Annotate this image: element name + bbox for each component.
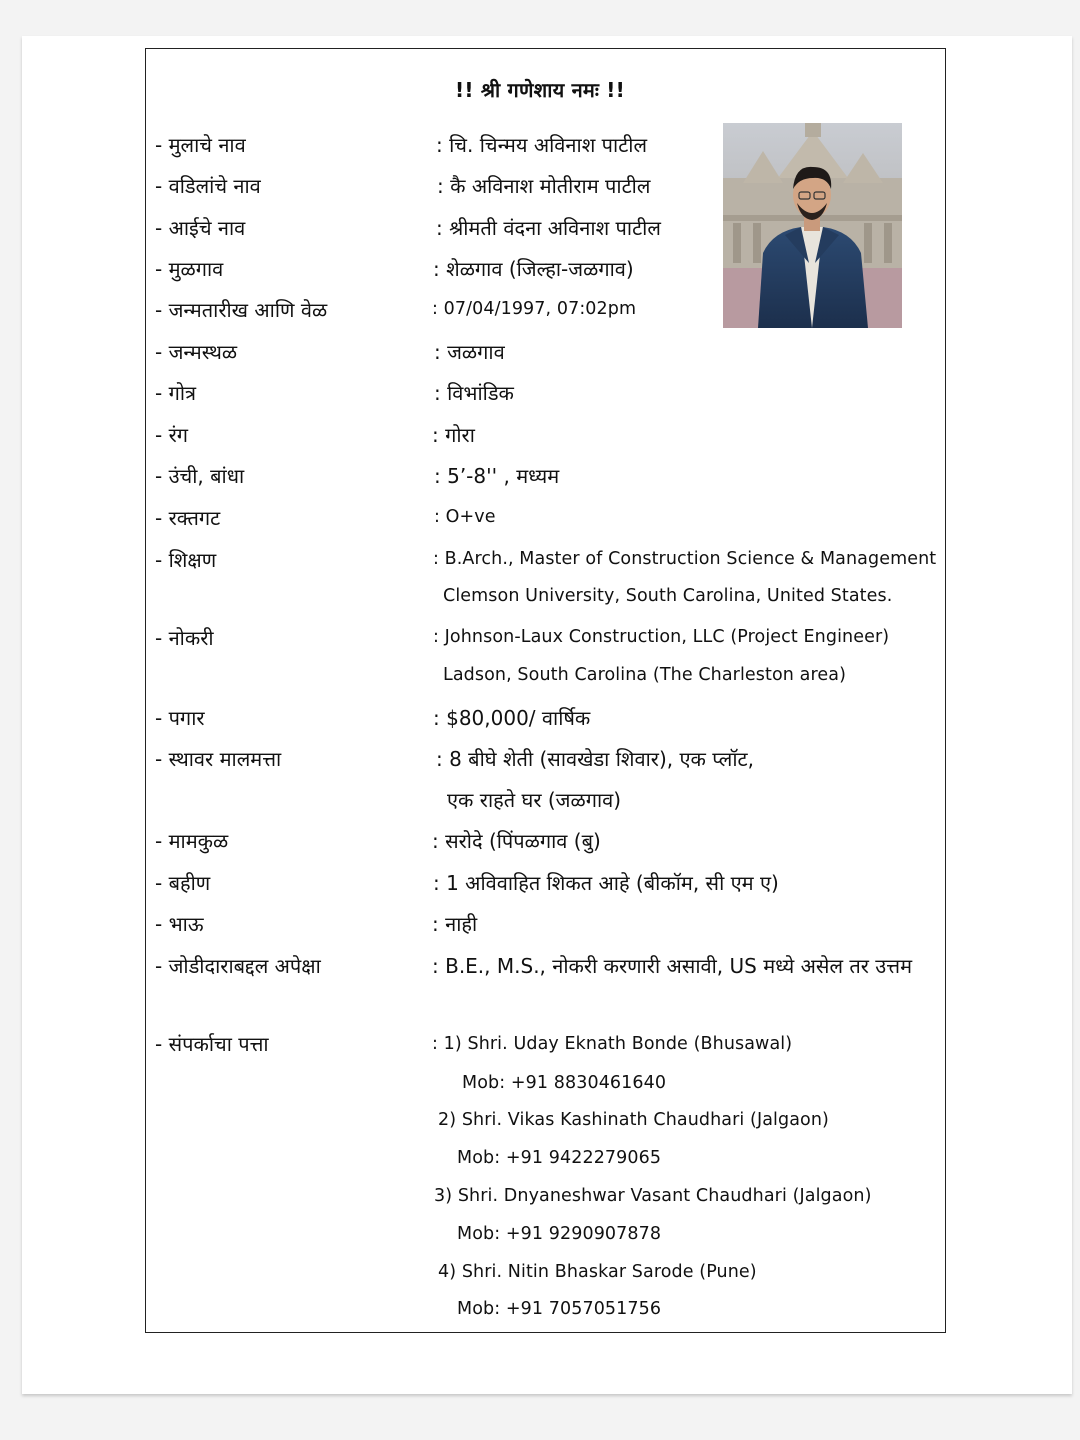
field-label: - वडिलांचे नाव: [155, 174, 261, 198]
field-label: - जोडीदाराबद्दल अपेक्षा: [155, 954, 321, 978]
field-label: - बहीण: [155, 871, 211, 895]
field-label: - गोत्र: [155, 381, 197, 405]
contact-mobile: Mob: +91 9290907878: [457, 1224, 662, 1244]
contact-mobile: Mob: +91 8830461640: [462, 1073, 667, 1093]
field-value: : चि. चिन्मय अविनाश पाटील: [436, 133, 648, 157]
field-value-continuation: एक राहते घर (जळगाव): [447, 788, 622, 812]
field-label: - रक्तगट: [155, 506, 221, 530]
field-label: - उंची, बांधा: [155, 464, 245, 488]
field-label: - शिक्षण: [155, 548, 217, 572]
contact-name: 3) Shri. Dnyaneshwar Vasant Chaudhari (Jalgaon): [434, 1186, 872, 1206]
field-label: - स्थावर मालमत्ता: [155, 747, 282, 771]
field-value: : सरोदे (पिंपळगाव (बु): [432, 829, 601, 853]
field-value: : 5’-8'' , मध्यम: [434, 464, 560, 488]
field-value: : 1 अविवाहित शिकत आहे (बीकॉम, सी एम ए): [433, 871, 779, 895]
contact-mobile: Mob: +91 9422279065: [457, 1148, 662, 1168]
field-value: : कै अविनाश मोतीराम पाटील: [437, 174, 651, 198]
field-label: - आईचे नाव: [155, 216, 246, 240]
contact-label: - संपर्काचा पत्ता: [155, 1032, 269, 1056]
contact-name: : 1) Shri. Uday Eknath Bonde (Bhusawal): [432, 1034, 793, 1054]
field-label: - जन्मतारीख आणि वेळ: [155, 298, 328, 322]
field-value: : 07/04/1997, 07:02pm: [432, 299, 637, 319]
field-value: : B.E., M.S., नोकरी करणारी असावी, US मध्ये असेल तर उत्तम: [432, 954, 913, 978]
document-heading: !! श्री गणेशाय नमः !!: [455, 78, 625, 102]
field-label: - पगार: [155, 706, 205, 730]
field-label: - जन्मस्थळ: [155, 340, 238, 364]
profile-photo: [723, 123, 902, 328]
field-value: : श्रीमती वंदना अविनाश पाटील: [436, 216, 661, 240]
field-value: : Johnson-Laux Construction, LLC (Project Engineer): [433, 627, 890, 647]
field-value: : जळगाव: [434, 340, 505, 364]
field-label: - भाऊ: [155, 912, 204, 936]
field-value: : O+ve: [434, 507, 496, 527]
field-label: - रंग: [155, 423, 189, 447]
field-value-continuation: Ladson, South Carolina (The Charleston area): [443, 665, 846, 685]
field-label: - मुलाचे नाव: [155, 133, 246, 157]
field-value: : विभांडिक: [434, 381, 514, 405]
contact-name: 4) Shri. Nitin Bhaskar Sarode (Pune): [438, 1262, 757, 1282]
contact-name: 2) Shri. Vikas Kashinath Chaudhari (Jalgaon): [438, 1110, 829, 1130]
field-value: : $80,000/ वार्षिक: [433, 706, 591, 730]
field-value: : गोरा: [432, 423, 475, 447]
contact-mobile: Mob: +91 7057051756: [457, 1299, 662, 1319]
field-label: - मामकुळ: [155, 829, 229, 853]
field-label: - मुळगाव: [155, 257, 224, 281]
field-value-continuation: Clemson University, South Carolina, United States.: [443, 586, 893, 606]
field-label: - नोकरी: [155, 626, 214, 650]
field-value: : नाही: [432, 912, 478, 936]
field-value: : B.Arch., Master of Construction Science & Management: [433, 549, 937, 569]
field-value: : शेळगाव (जिल्हा-जळगाव): [433, 257, 634, 281]
field-value: : 8 बीघे शेती (सावखेडा शिवार), एक प्लॉट,: [436, 747, 754, 771]
